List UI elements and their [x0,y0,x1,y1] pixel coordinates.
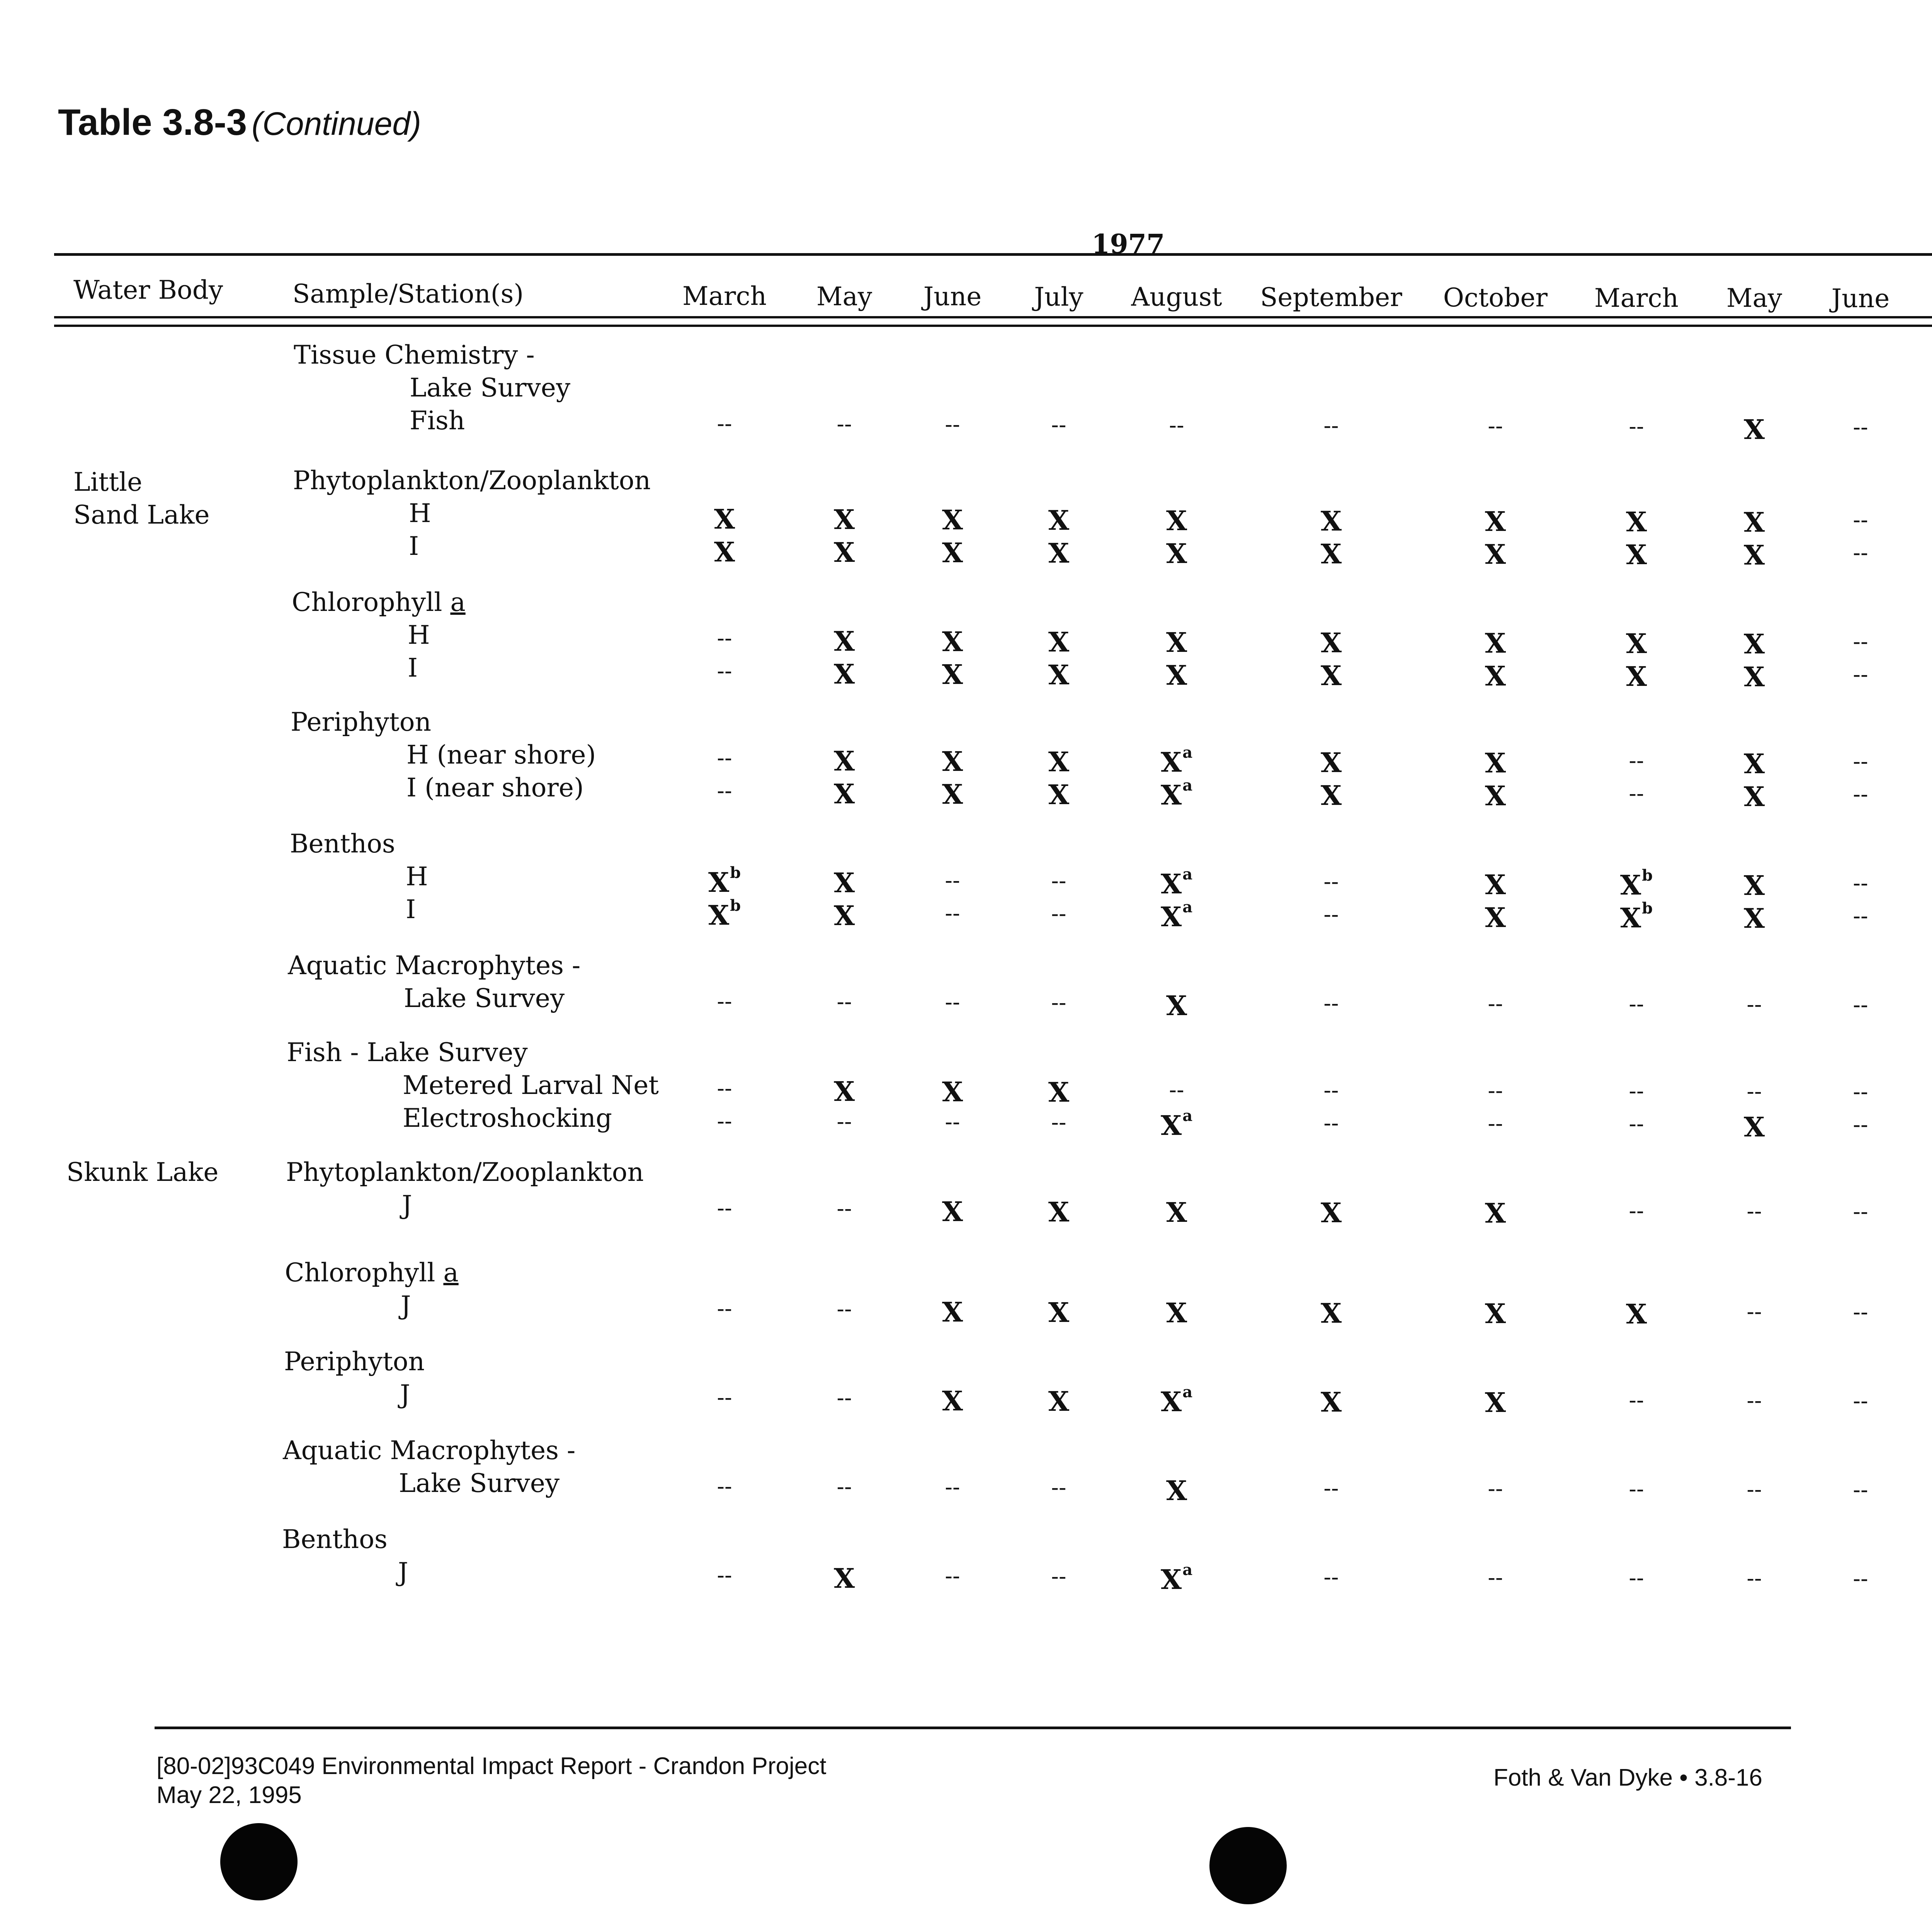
table-cell: -- [1488,1110,1503,1136]
sample-type-label: Benthos [290,829,395,859]
sample-type-label: Tissue Chemistry - [294,340,535,370]
table-cell: X [1743,413,1765,446]
table-cell: $X^a$ [1160,1383,1193,1418]
table-cell: -- [717,1108,732,1134]
table-cell: X [1743,748,1765,780]
table-cell: $X^a$ [1160,865,1193,900]
footnote-marker: a [1182,1107,1193,1125]
column-header-water-body: Water Body [73,275,223,305]
table-cell: X [1743,539,1765,571]
footer-doc-id: [80-02]93C049 Environmental Impact Report - Crandon Project [156,1753,827,1779]
table-cell: -- [1051,412,1066,438]
table-cell: X [1743,628,1765,660]
station-label: I [406,895,416,924]
table-cell: X [1048,659,1070,691]
table-cell: $X^a$ [1160,1561,1193,1596]
table-cell: -- [1853,748,1868,774]
table-cell: -- [1323,1110,1339,1136]
table-cell: X [1626,628,1647,660]
column-header-month-4: August [1131,282,1222,312]
table-cell: -- [1629,780,1644,806]
table-cell: X [1626,539,1647,571]
table-cell: -- [1323,990,1339,1016]
table-cell: X [1626,506,1647,538]
table-cell: $X^a$ [1160,776,1193,811]
table-cell: -- [1747,1387,1762,1414]
table-cell: -- [1323,1475,1339,1501]
table-cell: -- [837,1473,852,1500]
table-cell: X [1166,626,1187,658]
footnote-marker: a [1182,898,1193,916]
station-label: J [402,1190,412,1220]
table-cell: X [942,537,963,569]
table-cell: X [942,1385,963,1417]
table-cell: X [1166,1196,1187,1228]
table-cell: X [1485,660,1506,692]
column-header-month-10 [1889,284,1932,313]
column-header-month-9: June [1831,284,1890,313]
punch-hole-left [220,1823,298,1900]
station-label: Electroshocking [403,1103,612,1133]
table-cell: $X^a$ [1160,898,1193,933]
table-cell: -- [1747,1298,1762,1325]
column-header-sample-station: Sample/Station(s) [293,279,524,309]
footnote-marker: a [1182,776,1193,794]
table-cell: -- [1323,868,1339,895]
sample-type-label: Benthos [282,1524,388,1554]
table-cell: -- [1853,1078,1868,1105]
table-cell: -- [1853,903,1868,929]
footer-rule [155,1727,1791,1729]
table-cell: -- [717,1384,732,1410]
table-cell: X [1048,504,1070,536]
year-1977-label: 1977 [1092,229,1165,260]
station-label: Fish [410,406,465,435]
table-cell: $X^b$ [708,896,741,931]
table-cell: -- [717,1473,732,1499]
station-label: Metered Larval Net [403,1070,659,1100]
table-cell: X [1320,1386,1342,1418]
station-label: Lake Survey [410,373,571,403]
table-cell: X [1166,538,1187,570]
table-cell: -- [945,1109,960,1135]
table-cell: X [1743,661,1765,693]
footer-page-ref: Foth & Van Dyke • 3.8-16 [1493,1764,1763,1791]
table-cell: -- [1051,868,1066,894]
table-title [58,101,421,144]
table-cell: -- [717,625,732,651]
table-cell: X [1320,1297,1342,1329]
table-cell: -- [1051,1474,1066,1500]
table-cell: X [1048,779,1070,811]
table-cell: X [942,1076,963,1108]
table-cell: $X^a$ [1160,1107,1193,1141]
table-cell: X [1485,869,1506,901]
table-cell: -- [945,411,960,437]
station-label: I [409,531,419,561]
table-cell: X [942,658,963,691]
table-title-continued: (Continued) [252,105,422,142]
table-cell: X [1048,537,1070,569]
table-cell: -- [1629,1476,1644,1502]
table-cell: -- [717,410,732,437]
table-cell: -- [717,1075,732,1101]
station-label: H [406,862,428,891]
table-cell: X [1166,505,1187,537]
table-cell: -- [1853,661,1868,687]
table-cell: -- [1051,900,1066,927]
table-cell: X [833,745,855,777]
table-cell: X [1048,1196,1070,1228]
table-cell: X [833,536,855,568]
table-cell: -- [837,1385,852,1411]
station-label: J [398,1557,408,1587]
table-cell: $X^a$ [1160,743,1193,778]
column-header-month-3: July [1034,282,1083,312]
table-cell: -- [1747,1565,1762,1591]
table-cell: X [1048,1076,1070,1108]
table-cell: X [942,745,963,777]
table-cell: X [1166,990,1187,1022]
table-cell: -- [1488,1564,1503,1590]
column-header-month-0: March [682,281,767,311]
table-cell: X [833,1075,855,1107]
table-cell: -- [1853,507,1868,533]
station-label: H (near shore) [406,740,596,770]
table-cell: -- [1853,539,1868,566]
table-cell: X [714,503,735,535]
table-cell: X [1485,1386,1506,1419]
table-cell: -- [1629,747,1644,774]
footer-date: May 22, 1995 [156,1782,302,1808]
table-cell: X [1320,505,1342,537]
footnote-marker: a [1182,1383,1193,1401]
footnote-marker: a [1182,865,1193,883]
table-cell: X [1320,660,1342,692]
table-cell: -- [717,658,732,684]
table-cell: -- [1853,781,1868,807]
table-cell: X [714,536,735,568]
sample-type-label: Aquatic Macrophytes - [288,951,581,980]
station-label: Lake Survey [404,983,565,1013]
footnote-marker: a [1182,743,1193,762]
table-cell: -- [1853,1198,1868,1225]
table-cell: -- [1488,1077,1503,1104]
table-cell: -- [1747,1078,1762,1104]
footnote-marker: b [1642,899,1653,917]
table-cell: X [1743,506,1765,538]
water-body-label: Little Sand Lake [73,467,210,530]
footnote-marker: b [730,864,741,882]
table-cell: X [942,626,963,658]
table-cell: -- [945,989,960,1015]
table-cell: -- [1323,1077,1339,1103]
table-cell: X [1048,626,1070,658]
header-bottom-rule-1 [54,316,1932,318]
sample-type-label: Chlorophyll a [285,1258,459,1288]
table-cell: $X^b$ [708,864,741,898]
table-cell: -- [1488,1475,1503,1502]
table-cell: X [942,504,963,536]
table-cell: -- [1853,1477,1868,1503]
table-cell: -- [1629,413,1644,439]
table-cell: -- [717,745,732,771]
column-header-month-5: September [1260,282,1402,312]
table-cell: -- [717,988,732,1014]
table-cell: -- [945,1474,960,1500]
table-cell: -- [1488,413,1503,439]
table-cell: X [1048,1296,1070,1329]
column-header-month-1: May [816,282,872,311]
table-cell: -- [1051,1563,1066,1589]
table-cell: X [833,1562,855,1594]
column-header-month-6: October [1443,283,1548,313]
station-label: Lake Survey [399,1468,560,1498]
table-cell: X [1485,780,1506,812]
table-cell: X [833,658,855,690]
table-title-label: Table 3.8-3 [58,102,247,143]
table-cell: X [1485,747,1506,779]
sample-type-label: Phytoplankton/Zooplankton [293,466,651,495]
table-cell: X [1485,1298,1506,1330]
table-cell: X [1626,1298,1647,1330]
table-cell: X [1485,1197,1506,1229]
table-cell: -- [837,988,852,1015]
table-cell: -- [1853,870,1868,896]
sample-type-label: Chlorophyll a [292,587,466,617]
table-cell: -- [1169,412,1184,438]
sample-type-label: Fish - Lake Survey [287,1038,528,1067]
table-cell: -- [1488,990,1503,1017]
table-cell: X [1048,746,1070,778]
table-cell: -- [837,411,852,437]
station-label: H [409,498,431,528]
table-cell: X [1320,538,1342,570]
table-cell: -- [837,1296,852,1322]
table-cell: -- [945,867,960,893]
table-cell: -- [717,1195,732,1221]
table-cell: -- [1629,1111,1644,1137]
table-cell: -- [1747,1198,1762,1224]
table-cell: -- [1323,901,1339,927]
station-label: I [408,653,418,683]
sample-type-label: Periphyton [284,1347,425,1376]
table-cell: X [1320,747,1342,779]
water-body-label: Skunk Lake [66,1157,219,1187]
table-cell: X [1485,505,1506,538]
table-cell: -- [1051,1109,1066,1135]
table-cell: -- [717,1562,732,1588]
table-cell: -- [1629,1387,1644,1413]
table-cell: X [1626,660,1647,692]
sample-type-label: Periphyton [291,707,431,737]
table-cell: X [833,504,855,536]
table-cell: -- [1853,1388,1868,1414]
table-cell: -- [1323,412,1339,439]
table-cell: -- [1853,1111,1868,1138]
footnote-marker: a [1182,1561,1193,1579]
table-cell: -- [1853,1565,1868,1592]
footnote-marker: b [730,896,741,915]
table-cell: -- [945,900,960,926]
table-cell: -- [1629,1078,1644,1104]
table-cell: -- [717,777,732,804]
table-cell: -- [1747,1476,1762,1502]
table-cell: -- [1629,1565,1644,1591]
table-cell: X [1485,538,1506,570]
sample-type-label: Aquatic Macrophytes - [283,1436,576,1465]
table-cell: X [1743,902,1765,934]
table-cell: X [1743,869,1765,902]
column-header-month-8: May [1726,283,1782,313]
table-cell: X [1048,1385,1070,1417]
table-cell: X [1166,659,1187,691]
table-cell: -- [717,1295,732,1322]
table-cell: -- [1323,1564,1339,1590]
table-cell: -- [945,1563,960,1589]
table-cell: -- [1629,1198,1644,1224]
column-header-month-7: March [1594,283,1679,313]
table-cell: -- [1853,628,1868,655]
table-cell: -- [1853,1299,1868,1325]
table-cell: X [1166,1475,1187,1507]
table-cell: X [833,900,855,932]
table-cell: -- [837,1195,852,1221]
table-cell: X [1320,1197,1342,1229]
table-cell: X [1320,627,1342,659]
table-cell: X [942,1196,963,1228]
sample-type-label: Phytoplankton/Zooplankton [286,1157,644,1187]
table-cell: X [1485,627,1506,659]
punch-hole-center [1209,1827,1287,1904]
table-cell: X [1743,781,1765,813]
table-cell: -- [837,1108,852,1135]
station-label: J [400,1380,410,1409]
table-cell: -- [1051,989,1066,1016]
table-cell: -- [1169,1077,1184,1103]
table-cell: $X^b$ [1620,899,1653,934]
table-cell: X [1320,779,1342,811]
table-cell: -- [1629,991,1644,1017]
table-cell: X [833,625,855,657]
table-cell: X [833,778,855,810]
table-cell: X [942,778,963,810]
station-label: I (near shore) [406,773,584,803]
station-label: J [401,1291,411,1320]
table-cell: X [1166,1297,1187,1329]
table-cell: -- [1853,992,1868,1018]
column-header-month-2: June [923,282,982,311]
table-cell: X [1743,1111,1765,1143]
station-label: H [408,620,430,650]
header-bottom-rule-2 [54,325,1932,327]
header-top-rule [54,253,1932,256]
table-cell: -- [1853,414,1868,440]
table-cell: X [942,1296,963,1328]
table-cell: X [833,867,855,899]
table-cell: -- [1747,991,1762,1017]
table-cell: X [1485,902,1506,934]
footnote-marker: b [1642,866,1653,885]
table-cell: $X^b$ [1620,866,1653,901]
